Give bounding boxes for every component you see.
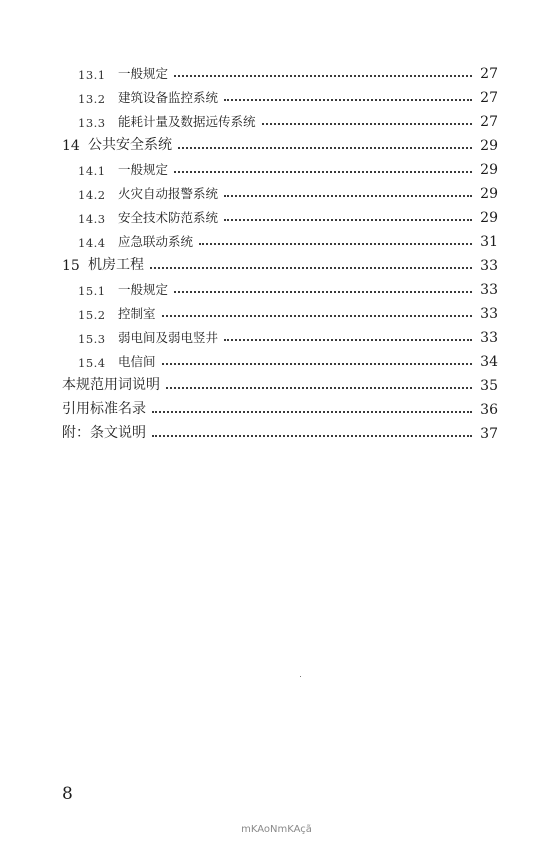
toc-entry-title: 一般规定 [118, 66, 169, 81]
toc-entry-title: 安全技术防范系统 [118, 210, 219, 225]
toc-entry-title: 应急联动系统 [118, 234, 194, 249]
toc-entry-page: 27 [480, 90, 498, 106]
toc-entry-page: 29 [480, 210, 498, 226]
dot-leader [174, 171, 472, 173]
toc-entry-page: 33 [480, 258, 498, 274]
toc-entry-15-2 [78, 302, 498, 322]
dot-leader [262, 123, 472, 125]
toc-entry-15-4 [78, 350, 498, 370]
toc-entry-clause-explanation [62, 422, 498, 442]
toc-entry-wording-explanation [62, 374, 498, 394]
toc-entry-page: 33 [480, 306, 498, 322]
toc-entry-page: 29 [480, 162, 498, 178]
page-footer: mKAoNmKAçã [241, 824, 312, 835]
toc-entry-number: 15.4 [78, 356, 106, 370]
toc-entry-page: 33 [480, 282, 498, 298]
dot-leader [166, 387, 472, 389]
toc-entry-number: 14 [62, 138, 80, 154]
toc-entry-15-3 [78, 326, 498, 346]
toc-entry-page: 34 [480, 354, 498, 370]
toc-entry-title: 附：条文说明 [62, 425, 146, 441]
toc-entry-page: 27 [480, 66, 498, 82]
dot-leader [224, 219, 472, 221]
toc-entry-title: 建筑设备监控系统 [118, 90, 219, 105]
toc-entry-title: 控制室 [118, 306, 156, 321]
toc-entry-number: 15 [62, 258, 80, 274]
toc-entry-title: 电信间 [118, 354, 156, 369]
toc-entry-13-1 [78, 62, 498, 82]
toc-entry-page: 37 [480, 426, 498, 442]
toc-entry-number: 14.2 [78, 188, 106, 202]
toc-entry-number: 14.1 [78, 164, 106, 178]
toc-entry-page: 33 [480, 330, 498, 346]
dot-leader [162, 363, 472, 365]
toc-entry-number: 13.3 [78, 116, 106, 130]
toc-entry-page: 35 [480, 378, 498, 394]
toc-entry-title: 一般规定 [118, 282, 169, 297]
toc-entry-13-2 [78, 86, 498, 106]
toc-entry-15 [62, 254, 498, 274]
dot-leader [224, 99, 472, 101]
toc-entry-title: 引用标准名录 [62, 401, 146, 417]
dot-leader [174, 291, 472, 293]
scan-speck [300, 676, 301, 677]
toc-entry-number: 13.1 [78, 68, 106, 82]
toc-entry-page: 29 [480, 186, 498, 202]
dot-leader [162, 315, 472, 317]
toc-entry-number: 14.4 [78, 236, 106, 250]
toc-entry-title: 机房工程 [88, 257, 144, 273]
page-number: 8 [62, 784, 73, 804]
dot-leader [224, 195, 472, 197]
toc-entry-page: 36 [480, 402, 498, 418]
dot-leader [150, 267, 472, 269]
toc-entry-title: 一般规定 [118, 162, 169, 177]
dot-leader [152, 435, 472, 437]
dot-leader [199, 243, 472, 245]
dot-leader [174, 75, 472, 77]
toc-entry-13-3 [78, 110, 498, 130]
toc-entry-title: 弱电间及弱电竖井 [118, 330, 219, 345]
toc-entry-number: 15.3 [78, 332, 106, 346]
toc-entry-title: 公共安全系统 [88, 137, 172, 153]
toc-entry-number: 14.3 [78, 212, 106, 226]
toc-entry-15-1 [78, 278, 498, 298]
toc-entry-number: 15.1 [78, 284, 106, 298]
toc-entry-14-3 [78, 206, 498, 226]
toc-entry-page: 27 [480, 114, 498, 130]
toc-entry-14-2 [78, 182, 498, 202]
toc-entry-title: 本规范用词说明 [62, 377, 160, 393]
toc-entry-14-1 [78, 158, 498, 178]
toc-entry-title: 火灾自动报警系统 [118, 186, 219, 201]
toc-entry-page: 31 [480, 234, 498, 250]
toc-entry-number: 15.2 [78, 308, 106, 322]
toc-entry-page: 29 [480, 138, 498, 154]
toc-entry-number: 13.2 [78, 92, 106, 106]
toc-entry-referenced-standards [62, 398, 498, 418]
dot-leader [224, 339, 472, 341]
dot-leader [178, 147, 472, 149]
toc-entry-14 [62, 134, 498, 154]
dot-leader [152, 411, 472, 413]
toc-entry-title: 能耗计量及数据远传系统 [118, 114, 256, 129]
toc-entry-14-4 [78, 230, 498, 250]
